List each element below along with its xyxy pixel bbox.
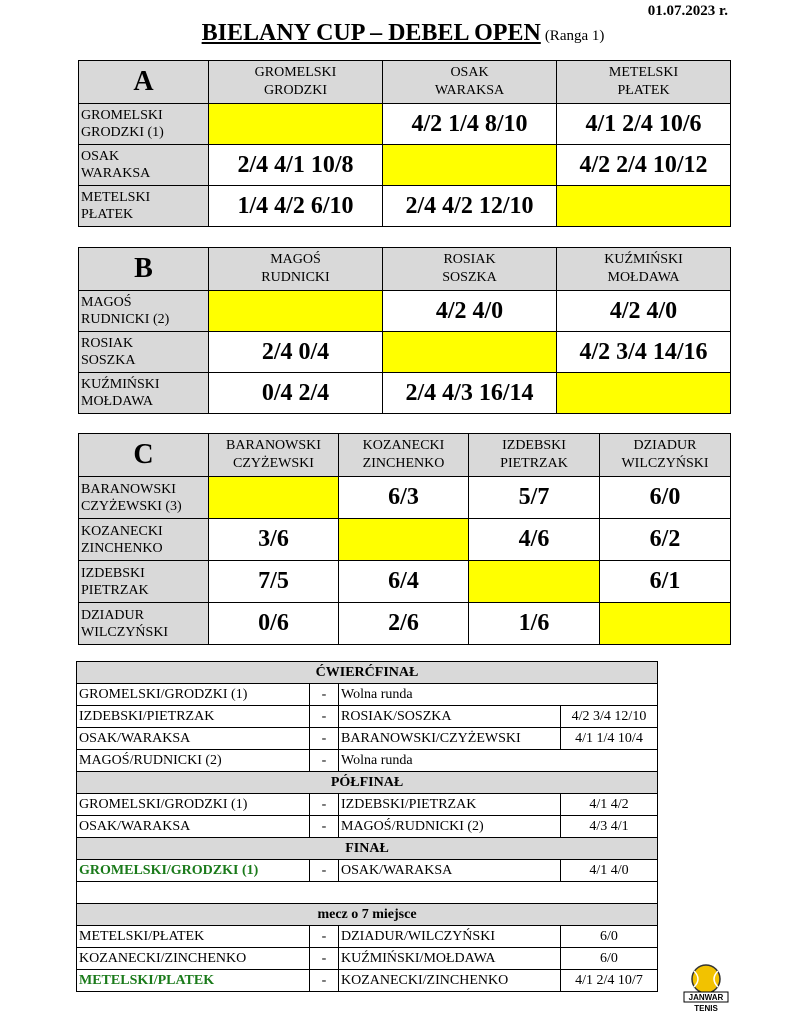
- final-header: FINAŁ: [77, 838, 658, 860]
- self-cell: [469, 561, 600, 603]
- match-row: [77, 706, 658, 728]
- score-cell: 6/1: [600, 561, 731, 603]
- document-date: 01.07.2023 r.: [647, 3, 728, 19]
- logo-text-janwar: JANWAR: [688, 993, 724, 1002]
- row-header: KUŹMIŃSKI MOŁDAWA: [79, 373, 209, 414]
- self-cell: [339, 519, 469, 561]
- score-cell: 4/2 1/4 8/10: [383, 104, 557, 145]
- vs-dash: -: [310, 926, 339, 948]
- score-cell: 6/0: [600, 477, 731, 519]
- janwar-tenis-logo: [680, 963, 732, 1015]
- row-header: MAGOŚ RUDNICKI (2): [79, 291, 209, 332]
- team-a: IZDEBSKI/PIETRZAK: [77, 706, 310, 728]
- score-cell: 6/3: [339, 477, 469, 519]
- team-b: Wolna runda: [339, 684, 658, 706]
- team-b: MAGOŚ/RUDNICKI (2): [339, 816, 561, 838]
- match-score: 4/1 2/4 10/7: [561, 970, 658, 992]
- match-score: 4/1 4/0: [561, 860, 658, 882]
- score-cell: 0/6: [209, 603, 339, 645]
- group-a-table: [78, 60, 731, 227]
- match-score: 6/0: [561, 948, 658, 970]
- team-a: METELSKI/PŁATEK: [77, 926, 310, 948]
- row-header: IZDEBSKI PIETRZAK: [79, 561, 209, 603]
- vs-dash: -: [310, 728, 339, 750]
- team-b: KOZANECKI/ZINCHENKO: [339, 970, 561, 992]
- match-score: 4/3 4/1: [561, 816, 658, 838]
- score-cell: 4/2 3/4 14/16: [557, 332, 731, 373]
- match-row: [77, 816, 658, 838]
- match-row: [77, 684, 658, 706]
- score-cell: 2/4 4/1 10/8: [209, 145, 383, 186]
- row-header: METELSKI PŁATEK: [79, 186, 209, 227]
- column-header: GROMELSKI GRODZKI: [209, 61, 383, 104]
- vs-dash: -: [310, 794, 339, 816]
- column-header: IZDEBSKI PIETRZAK: [469, 434, 600, 477]
- team-a: OSAK/WARAKSA: [77, 728, 310, 750]
- score-cell: 4/1 2/4 10/6: [557, 104, 731, 145]
- semifinal-header: PÓŁFINAŁ: [77, 772, 658, 794]
- team-b: KUŹMIŃSKI/MOŁDAWA: [339, 948, 561, 970]
- match-score: 4/1 1/4 10/4: [561, 728, 658, 750]
- row-header: KOZANECKI ZINCHENKO: [79, 519, 209, 561]
- score-cell: 6/4: [339, 561, 469, 603]
- self-cell: [209, 291, 383, 332]
- group-c-table: [78, 433, 731, 645]
- vs-dash: -: [310, 970, 339, 992]
- team-a: KOZANECKI/ZINCHENKO: [77, 948, 310, 970]
- row-header: OSAK WARAKSA: [79, 145, 209, 186]
- score-cell: 2/6: [339, 603, 469, 645]
- vs-dash: -: [310, 750, 339, 772]
- self-cell: [383, 145, 557, 186]
- team-b: ROSIAK/SOSZKA: [339, 706, 561, 728]
- self-cell: [557, 373, 731, 414]
- vs-dash: -: [310, 948, 339, 970]
- column-header: ROSIAK SOSZKA: [383, 248, 557, 291]
- vs-dash: -: [310, 684, 339, 706]
- row-header: GROMELSKI GRODZKI (1): [79, 104, 209, 145]
- score-cell: 2/4 0/4: [209, 332, 383, 373]
- tennis-ball-icon: [692, 965, 720, 993]
- seventh-place-header: mecz o 7 miejsce: [77, 904, 658, 926]
- group-letter: A: [79, 61, 209, 104]
- row-header: BARANOWSKI CZYŻEWSKI (3): [79, 477, 209, 519]
- match-score: 4/2 3/4 12/10: [561, 706, 658, 728]
- score-cell: 1/6: [469, 603, 600, 645]
- score-cell: 6/2: [600, 519, 731, 561]
- match-row: [77, 926, 658, 948]
- match-score: 4/1 4/2: [561, 794, 658, 816]
- match-row: [77, 860, 658, 882]
- score-cell: 4/2 4/0: [557, 291, 731, 332]
- column-header: DZIADUR WILCZYŃSKI: [600, 434, 731, 477]
- tournament-title: BIELANY CUP – DEBEL OPEN: [201, 20, 541, 46]
- page-title: [0, 20, 806, 47]
- self-cell: [209, 477, 339, 519]
- group-letter: C: [79, 434, 209, 477]
- team-a: GROMELSKI/GRODZKI (1): [77, 684, 310, 706]
- column-header: OSAK WARAKSA: [383, 61, 557, 104]
- score-cell: 4/2 2/4 10/12: [557, 145, 731, 186]
- group-letter: B: [79, 248, 209, 291]
- team-a: MAGOŚ/RUDNICKI (2): [77, 750, 310, 772]
- knockout-table: [76, 661, 658, 992]
- winner-team: METELSKI/PLATEK: [77, 970, 310, 992]
- quarterfinal-header: ĆWIERĆFINAŁ: [77, 662, 658, 684]
- column-header: MAGOŚ RUDNICKI: [209, 248, 383, 291]
- vs-dash: -: [310, 860, 339, 882]
- team-a: OSAK/WARAKSA: [77, 816, 310, 838]
- self-cell: [557, 186, 731, 227]
- self-cell: [383, 332, 557, 373]
- vs-dash: -: [310, 816, 339, 838]
- vs-dash: -: [310, 706, 339, 728]
- score-cell: 3/6: [209, 519, 339, 561]
- logo-text-tenis: TENIS: [694, 1004, 718, 1013]
- team-a: GROMELSKI/GRODZKI (1): [77, 794, 310, 816]
- row-header: DZIADUR WILCZYŃSKI: [79, 603, 209, 645]
- group-b-table: [78, 247, 731, 414]
- score-cell: 2/4 4/3 16/14: [383, 373, 557, 414]
- column-header: METELSKI PŁATEK: [557, 61, 731, 104]
- score-cell: 1/4 4/2 6/10: [209, 186, 383, 227]
- self-cell: [600, 603, 731, 645]
- team-b: DZIADUR/WILCZYŃSKI: [339, 926, 561, 948]
- score-cell: 4/2 4/0: [383, 291, 557, 332]
- tournament-rank: (Ranga 1): [544, 28, 605, 44]
- match-row: [77, 970, 658, 992]
- row-header: ROSIAK SOSZKA: [79, 332, 209, 373]
- match-row: [77, 728, 658, 750]
- column-header: KUŹMIŃSKI MOŁDAWA: [557, 248, 731, 291]
- match-row: [77, 794, 658, 816]
- column-header: KOZANECKI ZINCHENKO: [339, 434, 469, 477]
- match-row: [77, 948, 658, 970]
- score-cell: 5/7: [469, 477, 600, 519]
- team-b: OSAK/WARAKSA: [339, 860, 561, 882]
- score-cell: 0/4 2/4: [209, 373, 383, 414]
- score-cell: 2/4 4/2 12/10: [383, 186, 557, 227]
- team-b: BARANOWSKI/CZYŻEWSKI: [339, 728, 561, 750]
- column-header: BARANOWSKI CZYŻEWSKI: [209, 434, 339, 477]
- score-cell: 4/6: [469, 519, 600, 561]
- spacer-row: [77, 882, 658, 904]
- winner-team: GROMELSKI/GRODZKI (1): [77, 860, 310, 882]
- self-cell: [209, 104, 383, 145]
- match-row: [77, 750, 658, 772]
- score-cell: 7/5: [209, 561, 339, 603]
- team-b: IZDEBSKI/PIETRZAK: [339, 794, 561, 816]
- team-b: Wolna runda: [339, 750, 658, 772]
- match-score: 6/0: [561, 926, 658, 948]
